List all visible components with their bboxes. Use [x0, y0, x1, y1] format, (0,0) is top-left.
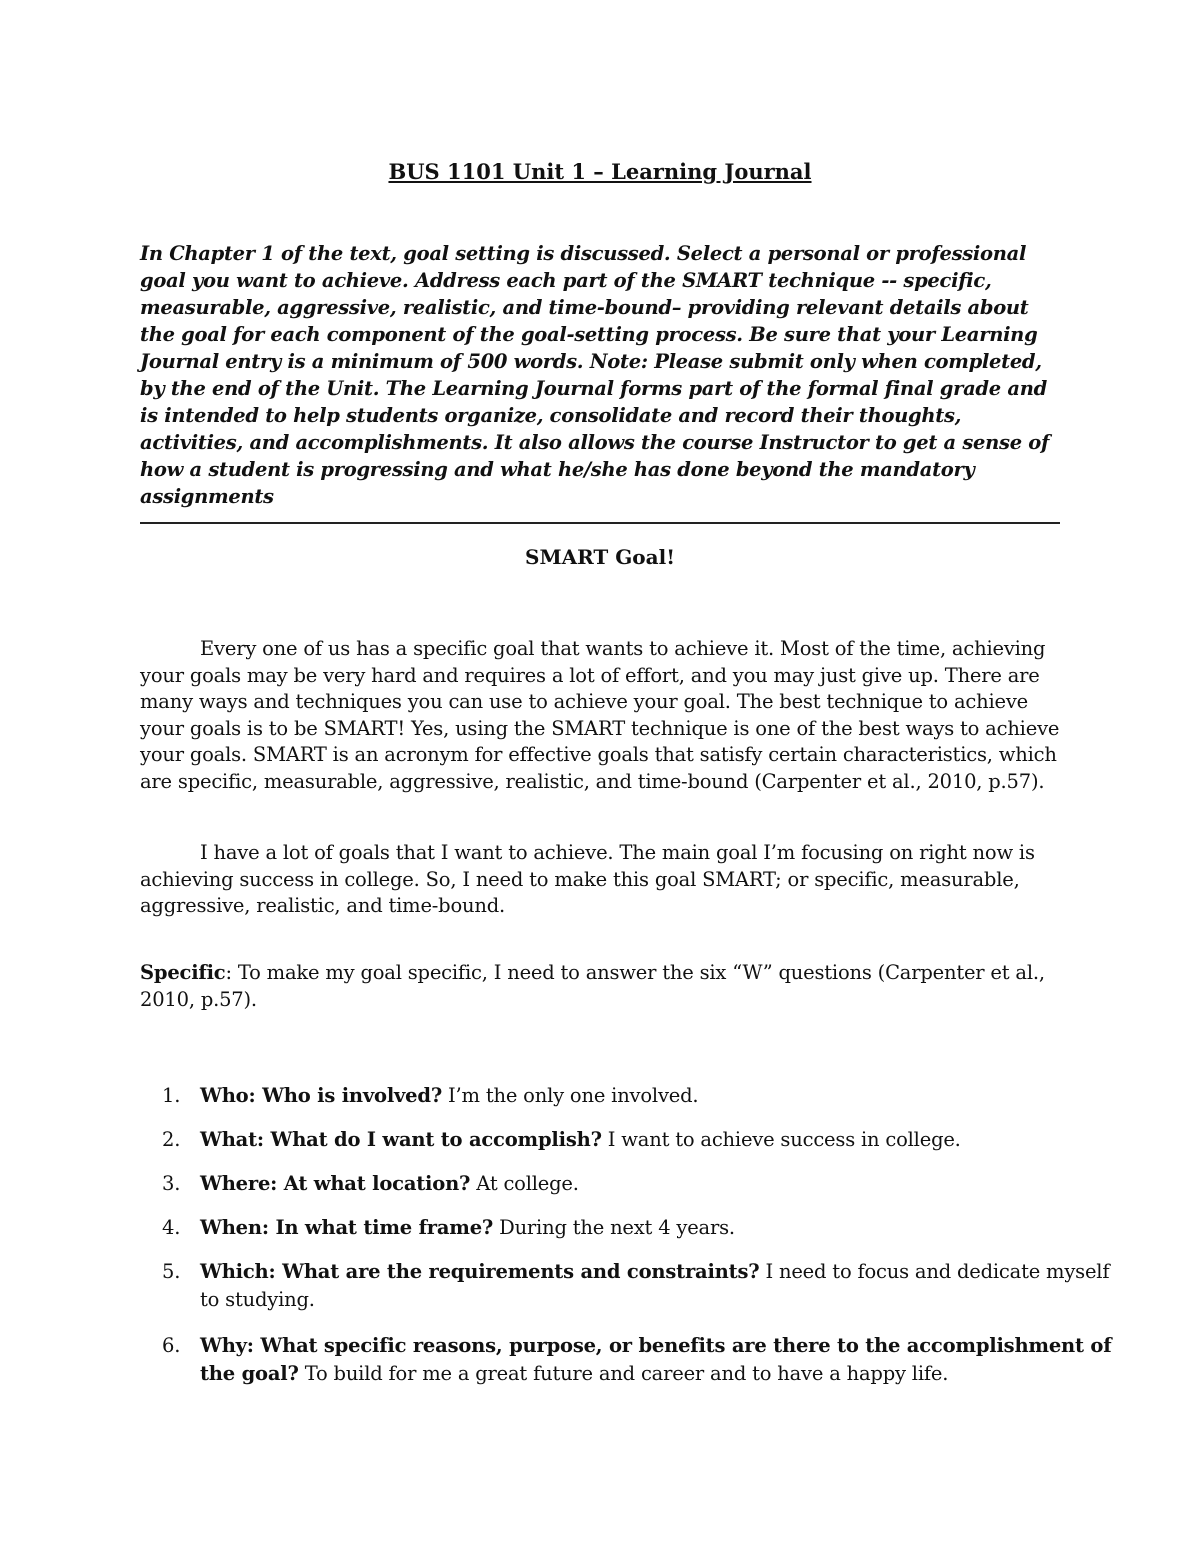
list-item [140, 1332, 1120, 1388]
answer-text: During the next 4 years. [493, 1216, 735, 1239]
intro-paragraph [140, 636, 1060, 796]
goal-paragraph-text: I have a lot of goals that I want to achieve. The main goal I’m focusing on right now is achieving success in college. So, I need to make this goal SMART; or specific, measurable, aggressive, realistic, and time-bound. [140, 841, 1035, 918]
answer-text: To build for me a great future and career and to have a happy life. [298, 1362, 949, 1385]
question-text: What: What do I want to accomplish? [200, 1128, 602, 1151]
answer-text: I need to focus and dedicate myself to studying. [200, 1260, 1110, 1311]
document-title: BUS 1101 Unit 1 – Learning Journal [388, 159, 812, 184]
list-item [140, 1170, 1120, 1198]
answer-text: I’m the only one involved. [442, 1084, 699, 1107]
specific-label: Specific [140, 961, 226, 984]
specific-text: : To make my goal specific, I need to answer the six “W” questions (Carpenter et al., 2010, p.57). [140, 961, 1045, 1011]
horizontal-rule [140, 522, 1060, 524]
question-text: When: In what time frame? [200, 1216, 494, 1239]
list-item [140, 1258, 1120, 1314]
list-number: 2. [162, 1128, 181, 1151]
list-number: 5. [162, 1260, 181, 1283]
list-number: 6. [162, 1334, 181, 1357]
goal-paragraph [140, 840, 1060, 920]
question-text: Where: At what location? [200, 1172, 471, 1195]
list-item [140, 1214, 1120, 1242]
list-item [140, 1126, 1120, 1154]
section-heading: SMART Goal! [525, 545, 675, 569]
list-number: 3. [162, 1172, 181, 1195]
list-number: 4. [162, 1216, 181, 1239]
answer-text: At college. [470, 1172, 579, 1195]
list-number: 1. [162, 1084, 181, 1107]
intro-paragraph-text: Every one of us has a specific goal that wants to achieve it. Most of the time, achieving your goals may be very hard and requires a lot of effort, and you may just give up. There are many ways and techniques you can use to achieve your goal. The best technique to achieve your goals is to be SMART! Yes, using the SMART technique is one of the best ways to achieve your goals. SMART is an acronym for effective goals that satisfy certain characteristics, which are specific, measurable, aggressive, realistic, and time-bound (Carpenter et al., 2010, p.57). [140, 637, 1060, 793]
list-item [140, 1082, 1120, 1110]
question-text: Which: What are the requirements and constraints? [200, 1260, 760, 1283]
question-text: Who: Who is involved? [200, 1084, 443, 1107]
answer-text: I want to achieve success in college. [601, 1128, 961, 1151]
question-text: Why: What specific reasons, purpose, or benefits are there to the accomplishment of the goal? [200, 1334, 1112, 1385]
assignment-prompt: In Chapter 1 of the text, goal setting is discussed. Select a personal or professional goal you want to achieve. Address each part of the SMART technique -- specific, measurable, aggressive, realistic, and time-bound– providing relevant details about the goal for each component of the goal-setting process. Be sure that your Learning Journal entry is a minimum of 500 words. Note: Please submit only when completed, by the end of the Unit. The Learning Journal forms part of the formal final grade and is intended to help students organize, consolidate and record their thoughts, activities, and accomplishments. It also allows the course Instructor to get a sense of how a student is progressing and what he/she has done beyond the mandatory assignments [140, 242, 1050, 508]
specific-paragraph [140, 960, 1060, 1013]
